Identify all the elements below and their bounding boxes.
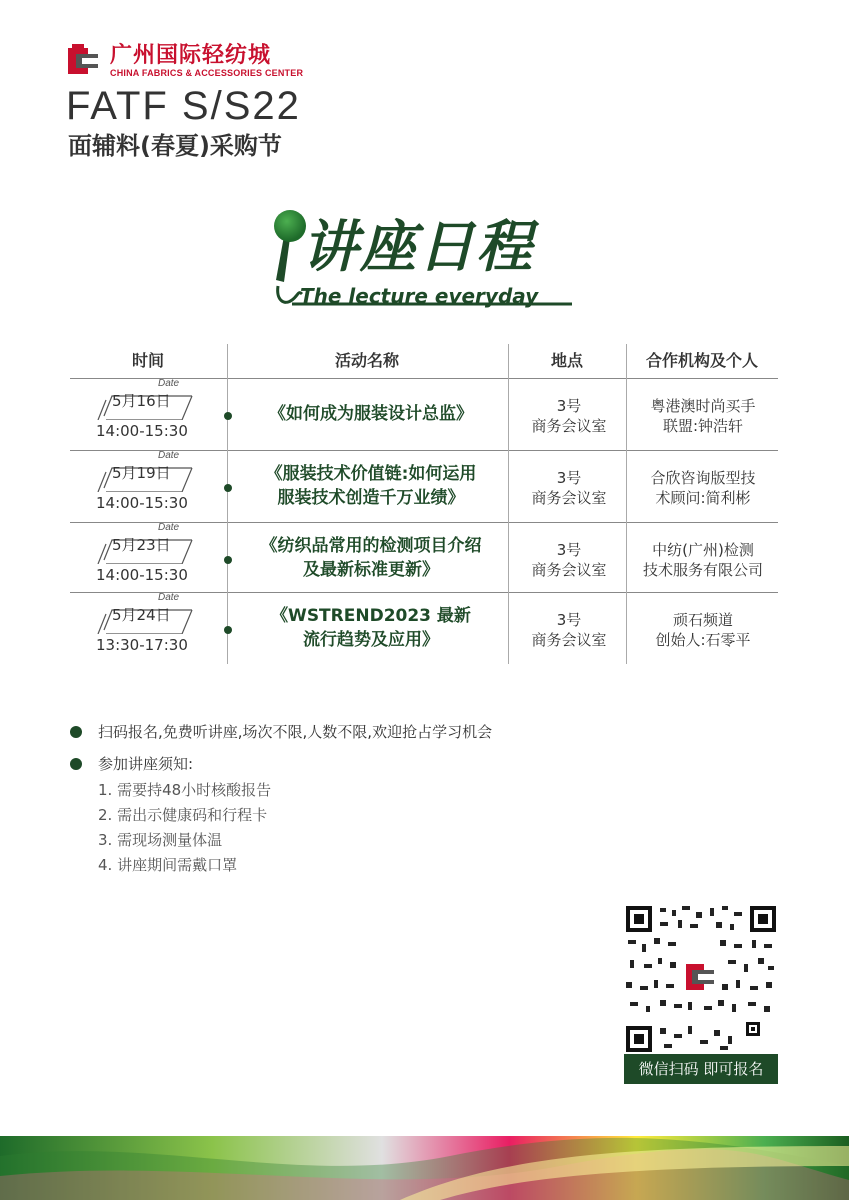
row-dot-icon	[224, 412, 232, 420]
row-time: 14:00-15:30	[96, 566, 188, 584]
page-subtitle: The lecture everyday	[300, 284, 539, 308]
header-place: 地点	[550, 351, 583, 370]
row-activity: 《如何成为服装设计总监》	[269, 404, 473, 424]
row-place: 3号 商务会议室	[531, 397, 607, 435]
row-dot-icon	[224, 626, 232, 634]
logo-mark-icon	[68, 44, 102, 78]
table-row	[70, 452, 778, 524]
row-partner: 中纺(广州)检测 技术服务有限公司	[642, 541, 763, 579]
row-time: 14:00-15:30	[96, 494, 188, 512]
note-registration: 扫码报名,免费听讲座,场次不限,人数不限,欢迎抢占学习机会	[70, 722, 492, 742]
page-title: 讲座日程	[302, 215, 534, 280]
row-partner: 顽石频道 创始人:石零平	[655, 611, 751, 649]
table-row	[70, 524, 778, 596]
row-activity: 《纺织品常用的检测项目介绍 及最新标准更新》	[260, 536, 482, 580]
note-requirements-title: 参加讲座须知:	[70, 754, 193, 774]
bullet-icon	[70, 726, 82, 738]
qr-code-icon[interactable]	[624, 904, 778, 1054]
schedule-table	[70, 344, 778, 664]
logo-text-en: CHINA FABRICS & ACCESSORIES CENTER	[110, 68, 304, 78]
row-place: 3号 商务会议室	[531, 541, 607, 579]
date-label: Date	[158, 592, 180, 603]
row-activity: 《WSTREND2023 最新 流行趋势及应用》	[271, 606, 471, 650]
qr-caption: 微信扫码 即可报名	[624, 1054, 778, 1084]
header-activity: 活动名称	[334, 351, 399, 370]
bullet-icon	[70, 758, 82, 770]
requirement-item: 1. 需要持48小时核酸报告	[98, 781, 272, 799]
requirement-item: 3. 需现场测量体温	[98, 831, 223, 849]
row-date: 5月19日	[112, 464, 171, 482]
logo-text-cn: 广州国际轻纺城	[110, 43, 272, 68]
requirement-item: 2. 需出示健康码和行程卡	[98, 806, 268, 824]
requirement-item: 4. 讲座期间需戴口罩	[98, 856, 238, 874]
row-dot-icon	[224, 484, 232, 492]
row-date: 5月16日	[112, 392, 171, 410]
row-date: 5月23日	[112, 536, 171, 554]
event-code: FATF S/S22	[66, 84, 301, 128]
date-label: Date	[158, 378, 180, 389]
row-time: 13:30-17:30	[96, 636, 188, 654]
header-partner: 合作机构及个人	[645, 351, 758, 370]
row-partner: 合欣咨询版型技 术顾问:简利彬	[650, 469, 756, 507]
row-activity: 《服装技术价值链:如何运用 服装技术创造千万业绩》	[265, 464, 477, 508]
row-dot-icon	[224, 556, 232, 564]
row-date: 5月24日	[112, 606, 171, 624]
decorative-footer-band	[0, 1136, 849, 1200]
row-time: 14:00-15:30	[96, 422, 188, 440]
table-row	[70, 380, 778, 452]
brand-logo	[68, 43, 304, 80]
row-place: 3号 商务会议室	[531, 469, 607, 507]
table-row	[70, 594, 778, 666]
event-name: 面辅料(春夏)采购节	[68, 132, 282, 160]
date-label: Date	[158, 522, 180, 533]
row-place: 3号 商务会议室	[531, 611, 607, 649]
row-partner: 粤港澳时尚买手 联盟:钟浩轩	[650, 397, 756, 435]
header-time: 时间	[131, 351, 164, 370]
date-label: Date	[158, 450, 180, 461]
